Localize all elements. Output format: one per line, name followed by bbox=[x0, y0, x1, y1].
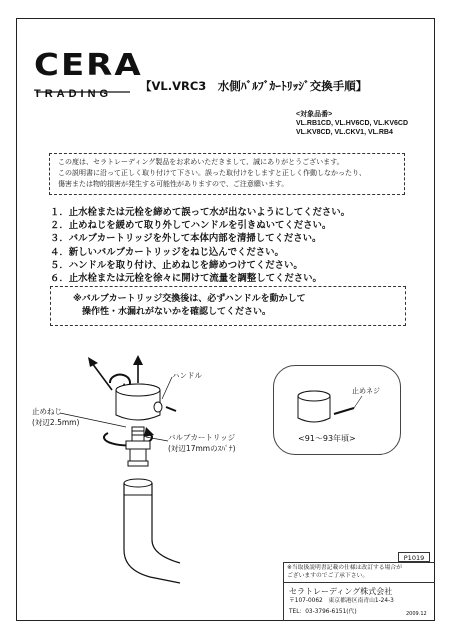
footer-note-line: ございますのでご了承下さい。 bbox=[287, 573, 369, 579]
warning-line: ※バルブカートリッジ交換後は、必ずハンドルを動かして bbox=[73, 294, 306, 304]
document-date: 2009.12 bbox=[406, 611, 427, 617]
notice-line: 傷害または物的損害が発生する可能性がありますので、ご注意願います。 bbox=[58, 180, 289, 188]
logo-swoosh bbox=[30, 86, 140, 106]
logo-word: CERA bbox=[34, 47, 143, 84]
step-item: ４．新しいバルブカートリッジをねじ込んでください。 bbox=[50, 246, 284, 258]
product-code: P1019 bbox=[398, 552, 430, 562]
warning-box bbox=[50, 286, 406, 326]
target-models bbox=[296, 110, 432, 137]
logo-subtitle: TRADING bbox=[34, 88, 113, 100]
footer-company-box bbox=[283, 582, 435, 621]
faucet-body bbox=[124, 479, 180, 583]
footer-block bbox=[283, 562, 435, 621]
step-item: ２．止めねじを緩めて取り外してハンドルを引きぬいてください。 bbox=[50, 220, 332, 232]
company-tel: TEL：03-3796-6151(代) bbox=[289, 609, 357, 615]
step-item: ５．ハンドルを取り付け、止めねじを締めつけてください。 bbox=[50, 259, 303, 271]
set-screw-size-label: (対辺2.5mm) bbox=[32, 418, 80, 427]
step-item: ３．バルブカートリッジを外して本体内部を清掃してください。 bbox=[50, 233, 322, 245]
step-item: １．止水栓または元栓を締めて誤って水が出ないようにしてください。 bbox=[50, 207, 351, 218]
models-heading: <対象品番> bbox=[296, 111, 333, 118]
old-screw-label: 止めネジ bbox=[352, 387, 380, 395]
set-screw-label: 止めねじ bbox=[32, 407, 62, 416]
procedure-steps bbox=[50, 206, 350, 285]
notice-line: この説明書に沿って正しく取り付けて下さい。誤った取付けをしますと正しく作動しなかったり、 bbox=[58, 169, 366, 177]
old-model-caption: <91～93年頃> bbox=[298, 434, 356, 443]
footer-note-box bbox=[283, 562, 435, 582]
old-model-inset bbox=[273, 365, 401, 455]
handle-part bbox=[116, 384, 162, 420]
models-line: VL.RB1CD, VL.HV6CD, VL.KV6CD bbox=[296, 120, 409, 127]
company-address: 〒107-0062 東京都港区南青山1-24-3 bbox=[289, 598, 394, 604]
warning-line: 操作性・水漏れがないかを確認してください。 bbox=[73, 307, 272, 317]
models-line: VL.KV8CD, VL.CKV1, VL.RB4 bbox=[296, 129, 393, 136]
faucet-diagram bbox=[30, 355, 270, 585]
notice-line: この度は、セラトレーディング製品をお求めいただきまして、誠にありがとうございます。 bbox=[58, 158, 344, 166]
cartridge-size-label: (対辺17mmのｽﾊﾟﾅ) bbox=[168, 444, 236, 453]
set-screw-part bbox=[166, 407, 176, 411]
footer-note-line: ※当取扱説明書記載の仕様は改訂する場合が bbox=[287, 565, 402, 571]
up-arrow-icon bbox=[133, 355, 143, 383]
notice-box bbox=[49, 153, 405, 195]
faucet-illustration bbox=[30, 355, 270, 585]
document-title: 【VL.VRC3 水側ﾊﾞﾙﾌﾞｶｰﾄﾘｯｼﾞ交換手順】 bbox=[140, 79, 368, 93]
company-name: セラトレーディング株式会社 bbox=[289, 587, 393, 596]
pull-arrow-icon bbox=[88, 357, 112, 390]
cartridge-label: バルブカートリッジ bbox=[168, 433, 236, 442]
handle-label: ハンドル bbox=[172, 371, 202, 380]
step-item: ６．止水栓または元栓を徐々に開けて流量を調整してください。 bbox=[50, 273, 322, 285]
